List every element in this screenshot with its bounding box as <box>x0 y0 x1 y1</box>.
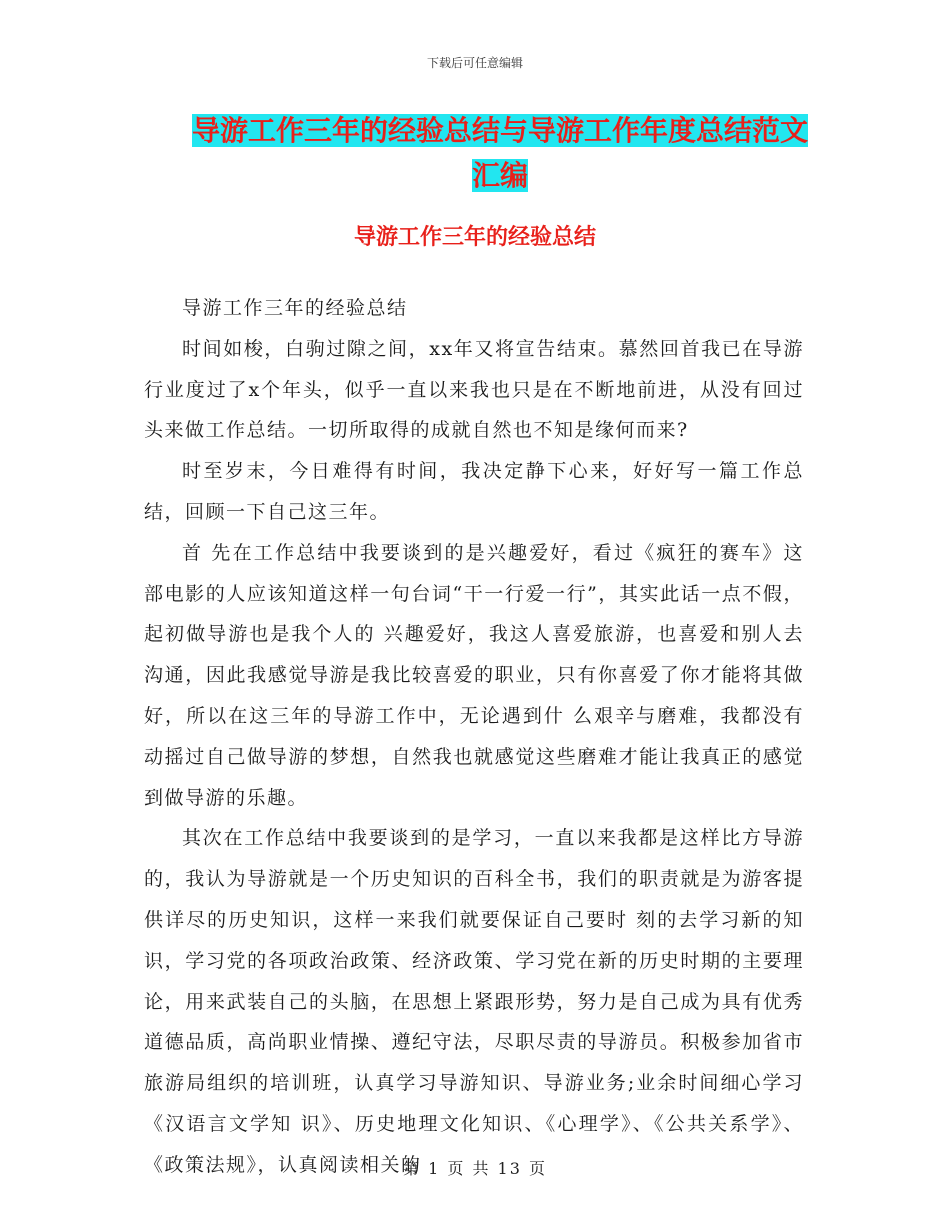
header-note: 下载后可任意编辑 <box>426 56 523 70</box>
paragraph: 时至岁末，今日难得有时间，我决定静下心来，好好写一篇工作总结，回顾一下自己这三年。 <box>144 460 804 523</box>
paragraph: 其次在工作总结中我要谈到的是学习，一直以来我都是这样比方导游的，我认为导游就是一个历史知识的百科全书，我们的职责就是为游客提供详尽的历史知识，这样一来我们就要保证自己要时 刻的去学习新的知识，学习党的各项政治政策、经济政策、学习党在新的历史时期的主要理论，用来武装自己的头脑，在思想上紧跟形势，努力是自己成为具有优秀 道德品质，高尚职业情操、遵纪守法，尽职尽责的导游员。积极参加省市旅游局组织的培训班，认真学习导游知识、导游业务;业余时间细心学习《汉语言文学知 识》、历史地理文化知识、《心理学》、《公共关系学》、《政策法规》，认真阅读相关的 <box>144 827 804 1176</box>
paragraph: 导游工作三年的经验总结 <box>182 297 408 319</box>
document-body <box>144 288 804 1186</box>
page-number: 第 1 页 共 13 页 <box>403 1159 547 1178</box>
section-title: 导游工作三年的经验总结 <box>353 225 596 250</box>
document-title <box>190 108 810 198</box>
paragraph: 首 先在工作总结中我要谈到的是兴趣爱好，看过《疯狂的赛车》这部电影的人应该知道这样一句台词“干一行爱一行”，其实此话一点不假，起初做导游也是我个人的 兴趣爱好，我这人喜爱旅游，也喜爱和别人去沟通，因此我感觉导游是我比较喜爱的职业，只有你喜爱了你才能将其做好，所以在这三年的导游工作中，无论遇到什 么艰辛与磨难，我都没有动摇过自己做导游的梦想，自然我也就感觉这些磨难才能让我真正的感觉到做导游的乐趣。 <box>144 541 804 809</box>
paragraph: 时间如梭，白驹过隙之间，xx年又将宣告结束。慕然回首我已在导游行业度过了x个年头，似乎一直以来我也只是在不断地前进，从没有回过头来做工作总结。一切所取得的成就自然也不知是缘何而来? <box>144 337 804 442</box>
document-title-text: 导游工作三年的经验总结与导游工作年度总结范文汇编 <box>191 114 808 192</box>
